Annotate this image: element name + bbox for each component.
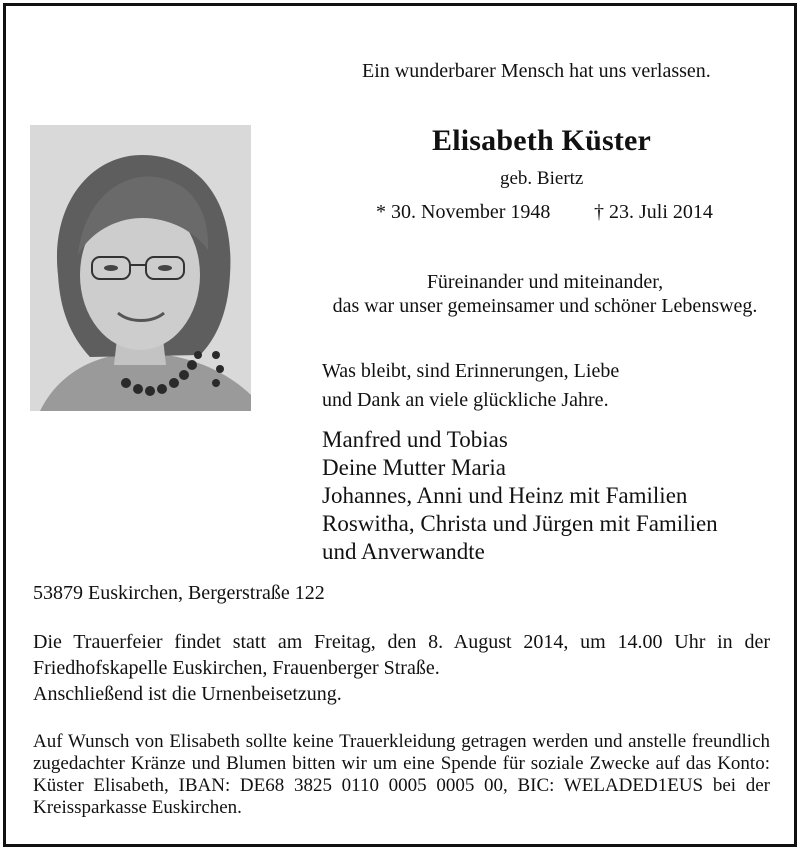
- mourner-line: Roswitha, Christa und Jürgen mit Familien: [322, 511, 718, 536]
- motto-line: das war unser gemeinsamer und schöner Lebensweg.: [332, 295, 758, 317]
- remembrance-line: und Dank an viele glückliche Jahre.: [322, 389, 609, 411]
- mourner-line: Manfred und Tobias: [322, 427, 508, 452]
- donation-request: Auf Wunsch von Elisabeth sollte keine Trauerkleidung getragen werden und anstelle freundlich zugedachter Kränze und Blumen bitten wir um eine Spende für soziale Zwecke auf das Konto: Küster Elisabeth, IBAN: DE68 3825 0110 0005 0005 00, BIC: WELADED1EUS bei der Kreissparkasse Euskirchen.: [33, 731, 770, 818]
- address: 53879 Euskirchen, Bergerstraße 122: [33, 582, 325, 604]
- maiden-name: geb. Biertz: [500, 168, 584, 189]
- death-date: † 23. Juli 2014: [594, 201, 713, 223]
- remembrance-text: [322, 357, 619, 415]
- portrait-illustration: [30, 125, 251, 411]
- mourner-line: Johannes, Anni und Heinz mit Familien: [322, 483, 688, 508]
- ceremony-line: Friedhofskapelle Euskirchen, Frauenberger Straße.: [33, 657, 440, 679]
- motto-line: Füreinander und miteinander,: [426, 271, 664, 293]
- deceased-name: Elisabeth Küster: [432, 124, 652, 157]
- motto: [320, 270, 770, 318]
- mourner-line: und Anverwandte: [322, 539, 485, 564]
- mourner-line: Deine Mutter Maria: [322, 455, 506, 480]
- ceremony-line: Die Trauerfeier findet statt am Freitag, den 8. August 2014, um 14.00 Uhr in der: [33, 631, 770, 653]
- birth-date: * 30. November 1948: [376, 201, 551, 223]
- portrait-photo: [30, 125, 251, 411]
- mourners-list: [322, 426, 718, 566]
- ceremony-info: [33, 629, 770, 707]
- intro-line: Ein wunderbarer Mensch hat uns verlassen.: [362, 60, 711, 82]
- ceremony-line: Anschließend ist die Urnenbeisetzung.: [33, 683, 342, 705]
- remembrance-line: Was bleibt, sind Erinnerungen, Liebe: [322, 360, 620, 382]
